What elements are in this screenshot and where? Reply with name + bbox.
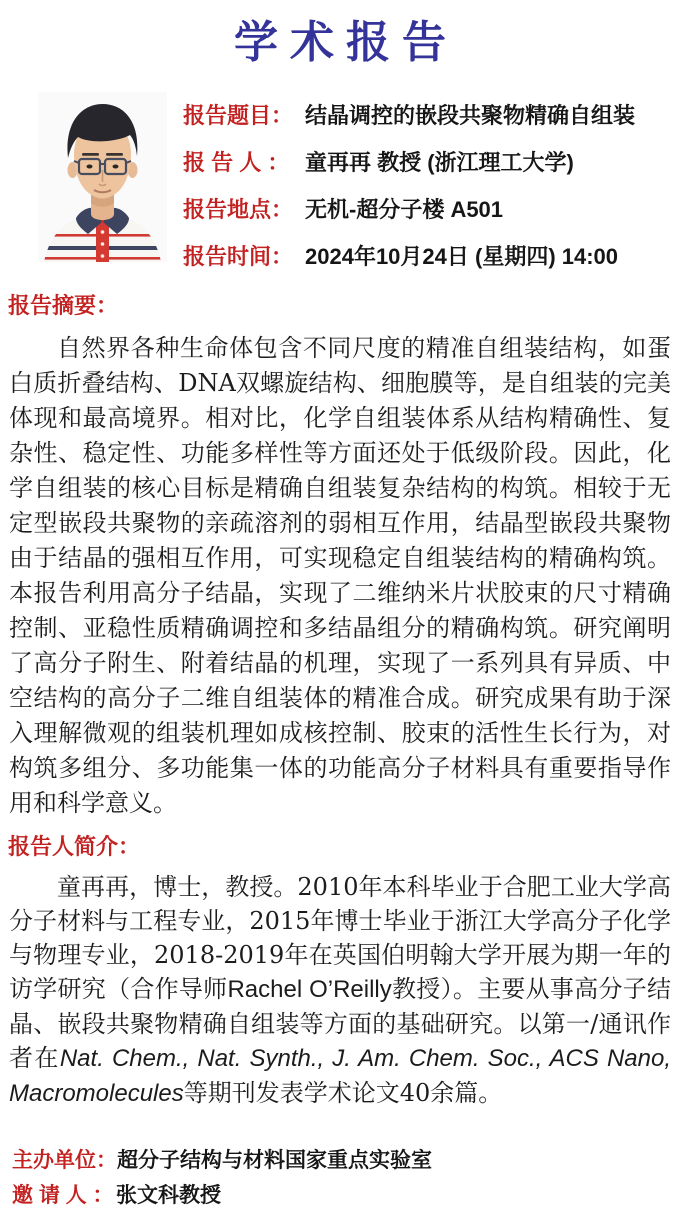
location-value: 无机-超分子楼 A501 <box>305 197 504 222</box>
inviter-label: 邀 请 人 ： <box>12 1184 114 1207</box>
footer-row-organizer <box>12 1147 680 1174</box>
bio-journal-list: Nat. Chem., Nat. Synth., J. Am. Chem. Soc., ACS Nano, Macromolecules <box>9 1045 672 1107</box>
bio-segment: 教授）。主要从事高分子结晶、嵌段共聚物精确自组装等方面的基础研究。以第一/通讯作者在 <box>9 975 672 1072</box>
bio-collaborator-name: Rachel O’Reilly <box>227 976 392 1003</box>
info-row-time <box>183 243 635 271</box>
location-label: 报告地点： <box>183 197 294 222</box>
abstract-section <box>0 292 680 821</box>
bio-section <box>0 833 680 1111</box>
bio-heading: 报告人简介： <box>8 834 141 859</box>
speaker-label: 报 告 人 ： <box>183 150 290 175</box>
organizer-value: 超分子结构与材料国家重点实验室 <box>117 1149 432 1172</box>
footer-section <box>12 1147 680 1209</box>
bio-segment: 童再再，博士，教授。2010年本科毕业于合肥工业大学高分子材料与工程专业，2015年博士毕业于浙江大学高分子化学与物理专业，2018-2019年在英国伯明翰大学开展为期一年的访学研究（合作导师 <box>9 873 671 1003</box>
header-section <box>38 92 680 271</box>
time-label: 报告时间： <box>183 244 294 269</box>
speaker-value: 童再再 教授 (浙江理工大学) <box>305 150 574 175</box>
abstract-paragraph: 自然界各种生命体包含不同尺度的精准自组装结构，如蛋白质折叠结构、DNA双螺旋结构、细胞膜等，是自组装的完美体现和最高境界。相对比，化学自组装体系从结构精确性、复杂性、稳定性、功能多样性等方面还处于低级阶段。因此，化学自组装的核心目标是精确自组装复杂结构的构筑。相较于无定型嵌段共聚物的亲疏溶剂的弱相互作用，结晶型嵌段共聚物由于结晶的强相互作用，可实现稳定自组装结构的精确构筑。本报告利用高分子结晶，实现了二维纳米片状胶束的尺寸精确控制、亚稳性质精确调控和多结晶组分的精确构筑。研究阐明了高分子附生、附着结晶的机理，实现了一系列具有异质、中空结构的高分子二维自组装体的精准合成。研究成果有助于深入理解微观的组装机理如成核控制、胶束的活性生长行为，对构筑多组分、多功能集一体的功能高分子材料具有重要指导作用和科学意义。 <box>9 334 671 817</box>
talk-info <box>183 92 635 271</box>
seminar-poster <box>0 16 680 1226</box>
page-title: 学术报告 <box>234 18 458 67</box>
time-value: 2024年10月24日 (星期四) 14:00 <box>305 244 619 269</box>
info-row-topic <box>183 102 635 130</box>
footer-row-inviter <box>12 1182 680 1209</box>
info-row-location <box>183 196 635 224</box>
organizer-label: 主办单位： <box>12 1149 117 1172</box>
topic-value: 结晶调控的嵌段共聚物精确自组装 <box>305 103 636 128</box>
speaker-portrait-illustration <box>38 92 167 262</box>
inviter-value: 张文科教授 <box>116 1184 221 1207</box>
bio-segment: 等期刊发表学术论文40余篇。 <box>183 1079 503 1107</box>
speaker-photo <box>38 92 167 262</box>
info-row-speaker <box>183 149 635 177</box>
abstract-heading: 报告摘要： <box>8 293 119 318</box>
topic-label: 报告题目： <box>183 103 294 128</box>
bio-paragraph <box>9 870 671 1111</box>
